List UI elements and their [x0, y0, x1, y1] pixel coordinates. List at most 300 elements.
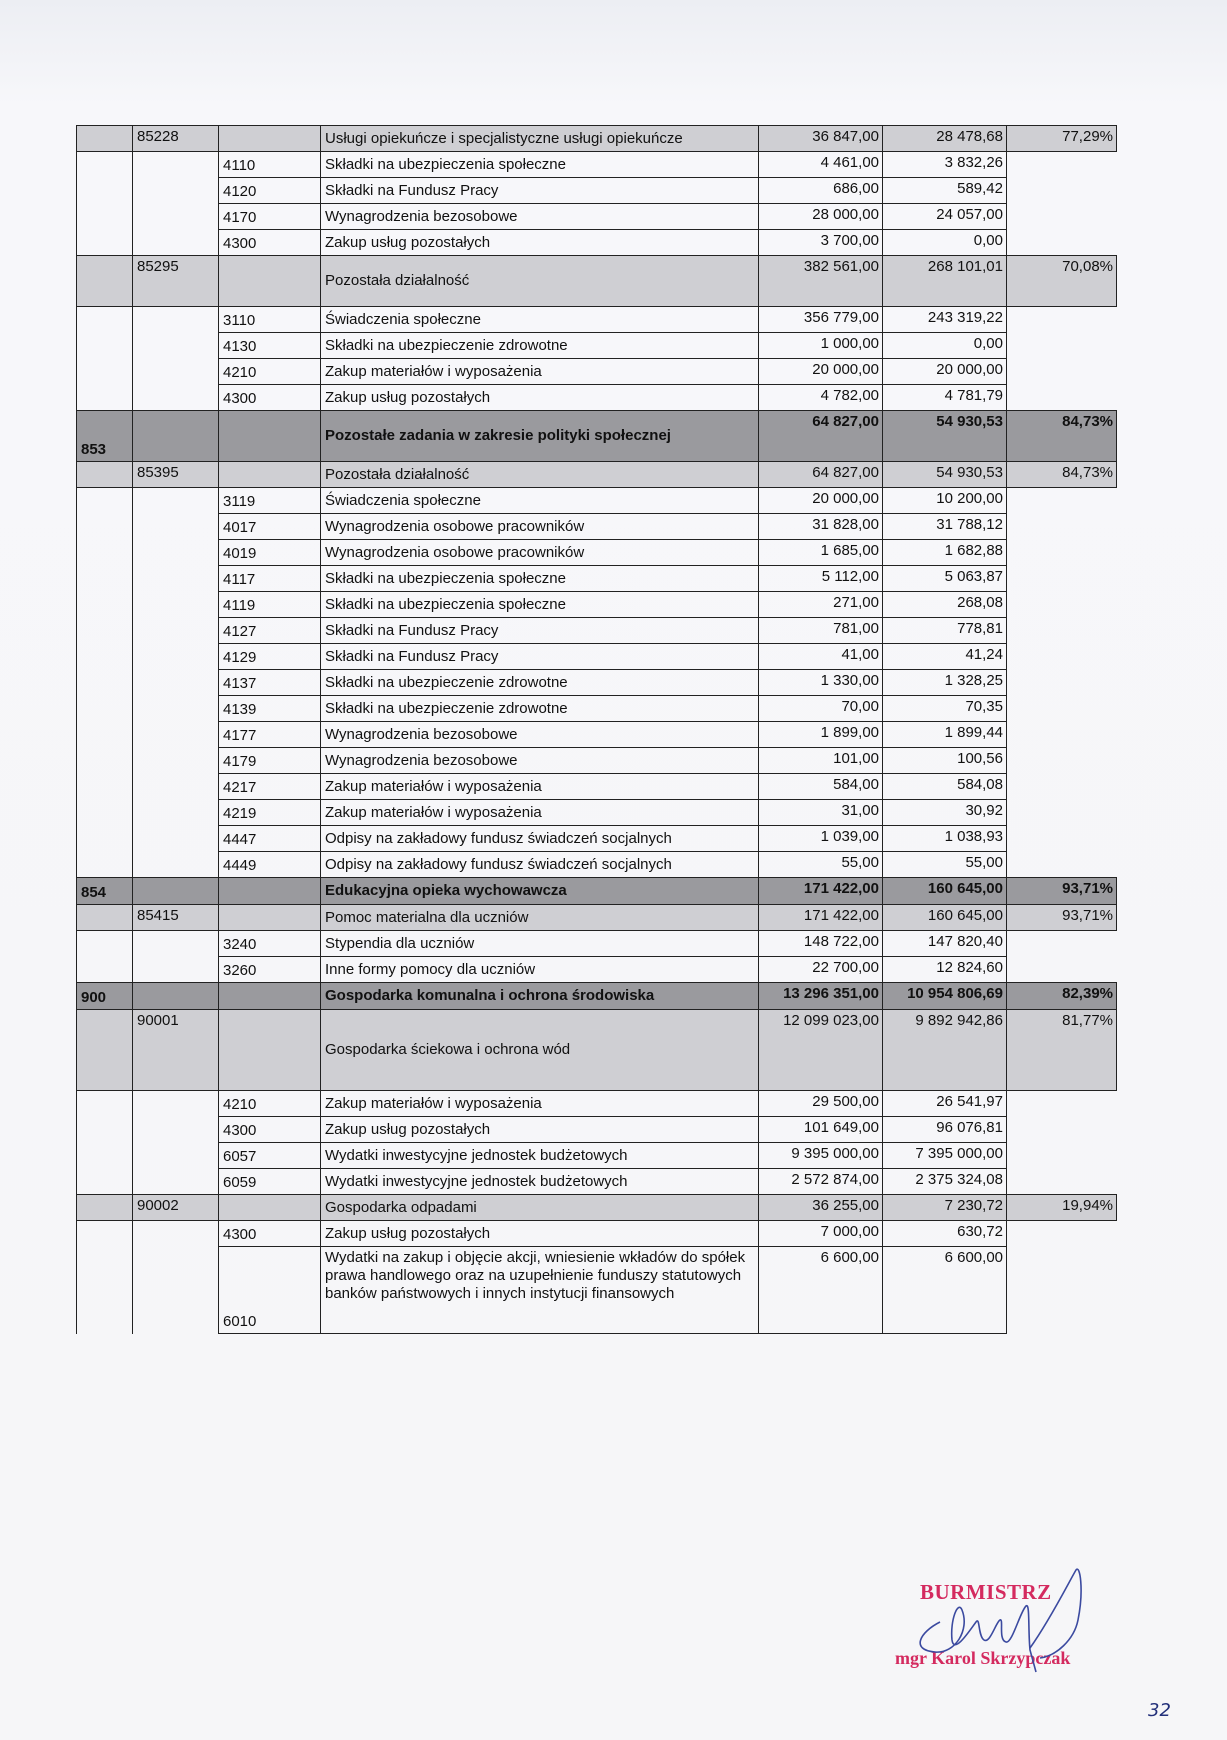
paragraf-cell: [219, 1010, 321, 1091]
dzial-cell: [77, 931, 133, 957]
table-row: [77, 957, 1117, 983]
description-cell: Świadczenia społeczne: [321, 307, 759, 333]
plan-amount-cell: 686,00: [759, 178, 883, 204]
execution-amount-cell: 268,08: [883, 592, 1007, 618]
paragraf-cell: 6010: [219, 1247, 321, 1334]
percent-cell: [1007, 178, 1117, 204]
plan-amount-cell: 7 000,00: [759, 1221, 883, 1247]
table-row: [77, 1169, 1117, 1195]
rozdzial-cell: [133, 333, 219, 359]
percent-cell: [1007, 774, 1117, 800]
plan-amount-cell: 3 700,00: [759, 230, 883, 256]
plan-amount-cell: 271,00: [759, 592, 883, 618]
rozdzial-cell: [133, 618, 219, 644]
plan-amount-cell: 101 649,00: [759, 1117, 883, 1143]
plan-amount-cell: 36 847,00: [759, 126, 883, 152]
description-cell: Pomoc materialna dla uczniów: [321, 905, 759, 931]
plan-amount-cell: 4 461,00: [759, 152, 883, 178]
paragraf-cell: [219, 256, 321, 307]
execution-amount-cell: 3 832,26: [883, 152, 1007, 178]
description-cell: Składki na ubezpieczenie zdrowotne: [321, 696, 759, 722]
rozdzial-cell: [133, 592, 219, 618]
execution-amount-cell: 12 824,60: [883, 957, 1007, 983]
plan-amount-cell: 1 685,00: [759, 540, 883, 566]
execution-amount-cell: 589,42: [883, 178, 1007, 204]
paragraf-cell: 4300: [219, 230, 321, 256]
description-cell: Wynagrodzenia bezosobowe: [321, 204, 759, 230]
paragraf-cell: [219, 905, 321, 931]
percent-cell: [1007, 722, 1117, 748]
description-cell: Zakup usług pozostałych: [321, 1117, 759, 1143]
plan-amount-cell: 6 600,00: [759, 1247, 883, 1334]
paragraf-cell: [219, 126, 321, 152]
execution-amount-cell: 2 375 324,08: [883, 1169, 1007, 1195]
paragraf-cell: 3240: [219, 931, 321, 957]
dzial-cell: [77, 722, 133, 748]
plan-amount-cell: 1 899,00: [759, 722, 883, 748]
rozdzial-cell: [133, 514, 219, 540]
rozdzial-cell: [133, 1247, 219, 1334]
description-cell: Zakup usług pozostałych: [321, 385, 759, 411]
stamp-name: mgr Karol Skrzypczak: [895, 1648, 1071, 1668]
dzial-cell: [77, 670, 133, 696]
table-row: [77, 1221, 1117, 1247]
paragraf-cell: 4447: [219, 826, 321, 852]
execution-amount-cell: 7 395 000,00: [883, 1143, 1007, 1169]
plan-amount-cell: 5 112,00: [759, 566, 883, 592]
rozdzial-cell: [133, 1117, 219, 1143]
paragraf-cell: 6057: [219, 1143, 321, 1169]
paragraf-cell: 4300: [219, 1221, 321, 1247]
execution-amount-cell: 5 063,87: [883, 566, 1007, 592]
percent-cell: 84,73%: [1007, 462, 1117, 488]
paragraf-cell: 4170: [219, 204, 321, 230]
percent-cell: [1007, 957, 1117, 983]
execution-amount-cell: 10 200,00: [883, 488, 1007, 514]
subsection-row: [77, 1010, 1117, 1091]
description-cell: Wynagrodzenia osobowe pracowników: [321, 514, 759, 540]
table-row: [77, 722, 1117, 748]
rozdzial-cell: 90001: [133, 1010, 219, 1091]
description-cell: Wynagrodzenia osobowe pracowników: [321, 540, 759, 566]
table-row: [77, 152, 1117, 178]
execution-amount-cell: 54 930,53: [883, 411, 1007, 462]
plan-amount-cell: 31,00: [759, 800, 883, 826]
execution-amount-cell: 31 788,12: [883, 514, 1007, 540]
plan-amount-cell: 1 039,00: [759, 826, 883, 852]
rozdzial-cell: [133, 878, 219, 905]
plan-amount-cell: 20 000,00: [759, 359, 883, 385]
dzial-cell: [77, 307, 133, 333]
paragraf-cell: 4127: [219, 618, 321, 644]
plan-amount-cell: 13 296 351,00: [759, 983, 883, 1010]
rozdzial-cell: [133, 774, 219, 800]
plan-amount-cell: 36 255,00: [759, 1195, 883, 1221]
paragraf-cell: 4449: [219, 852, 321, 878]
percent-cell: 93,71%: [1007, 905, 1117, 931]
description-cell: Pozostała działalność: [321, 256, 759, 307]
description-cell: Zakup usług pozostałych: [321, 1221, 759, 1247]
rozdzial-cell: [133, 540, 219, 566]
dzial-cell: [77, 126, 133, 152]
dzial-cell: [77, 644, 133, 670]
percent-cell: [1007, 800, 1117, 826]
plan-amount-cell: 382 561,00: [759, 256, 883, 307]
rozdzial-cell: [133, 230, 219, 256]
dzial-cell: [77, 957, 133, 983]
rozdzial-cell: [133, 204, 219, 230]
description-cell: Zakup materiałów i wyposażenia: [321, 1091, 759, 1117]
handwritten-signature: [880, 1560, 1120, 1680]
execution-amount-cell: 147 820,40: [883, 931, 1007, 957]
subsection-row: [77, 905, 1117, 931]
percent-cell: 82,39%: [1007, 983, 1117, 1010]
table-row: [77, 748, 1117, 774]
rozdzial-cell: [133, 644, 219, 670]
dzial-cell: [77, 1169, 133, 1195]
section-row: [77, 878, 1117, 905]
paragraf-cell: 3119: [219, 488, 321, 514]
budget-table-body: [77, 126, 1117, 1334]
dzial-cell: [77, 256, 133, 307]
rozdzial-cell: [133, 1169, 219, 1195]
rozdzial-cell: [133, 852, 219, 878]
description-cell: Odpisy na zakładowy fundusz świadczeń socjalnych: [321, 826, 759, 852]
percent-cell: [1007, 1117, 1117, 1143]
paragraf-cell: 4110: [219, 152, 321, 178]
rozdzial-cell: 85395: [133, 462, 219, 488]
execution-amount-cell: 4 781,79: [883, 385, 1007, 411]
execution-amount-cell: 54 930,53: [883, 462, 1007, 488]
table-row: [77, 1247, 1117, 1334]
percent-cell: 84,73%: [1007, 411, 1117, 462]
dzial-cell: [77, 204, 133, 230]
rozdzial-cell: [133, 826, 219, 852]
description-cell: Składki na ubezpieczenia społeczne: [321, 592, 759, 618]
dzial-cell: [77, 178, 133, 204]
percent-cell: [1007, 1143, 1117, 1169]
table-row: [77, 592, 1117, 618]
section-row: [77, 411, 1117, 462]
plan-amount-cell: 29 500,00: [759, 1091, 883, 1117]
dzial-cell: [77, 230, 133, 256]
dzial-cell: 900: [77, 983, 133, 1010]
dzial-cell: [77, 333, 133, 359]
execution-amount-cell: 70,35: [883, 696, 1007, 722]
section-row: [77, 983, 1117, 1010]
paragraf-cell: 4019: [219, 540, 321, 566]
dzial-cell: [77, 800, 133, 826]
paragraf-cell: 4217: [219, 774, 321, 800]
table-row: [77, 696, 1117, 722]
rozdzial-cell: [133, 931, 219, 957]
description-cell: Wydatki inwestycyjne jednostek budżetowych: [321, 1169, 759, 1195]
paragraf-cell: 3260: [219, 957, 321, 983]
description-cell: Gospodarka ściekowa i ochrona wód: [321, 1010, 759, 1091]
dzial-cell: [77, 540, 133, 566]
plan-amount-cell: 28 000,00: [759, 204, 883, 230]
table-row: [77, 618, 1117, 644]
description-cell: Składki na ubezpieczenia społeczne: [321, 152, 759, 178]
execution-amount-cell: 1 328,25: [883, 670, 1007, 696]
description-cell: Zakup materiałów i wyposażenia: [321, 800, 759, 826]
budget-table: [76, 125, 1117, 1334]
table-row: [77, 204, 1117, 230]
percent-cell: [1007, 566, 1117, 592]
rozdzial-cell: [133, 385, 219, 411]
description-cell: Gospodarka odpadami: [321, 1195, 759, 1221]
table-row: [77, 307, 1117, 333]
percent-cell: [1007, 618, 1117, 644]
percent-cell: [1007, 1221, 1117, 1247]
plan-amount-cell: 64 827,00: [759, 411, 883, 462]
rozdzial-cell: [133, 152, 219, 178]
table-row: [77, 1143, 1117, 1169]
table-row: [77, 852, 1117, 878]
paragraf-cell: [219, 983, 321, 1010]
rozdzial-cell: [133, 566, 219, 592]
paragraf-cell: 4179: [219, 748, 321, 774]
percent-cell: [1007, 152, 1117, 178]
paragraf-cell: [219, 878, 321, 905]
dzial-cell: [77, 514, 133, 540]
paragraf-cell: 3110: [219, 307, 321, 333]
percent-cell: [1007, 826, 1117, 852]
paragraf-cell: 4120: [219, 178, 321, 204]
subsection-row: [77, 1195, 1117, 1221]
percent-cell: [1007, 333, 1117, 359]
dzial-cell: [77, 1010, 133, 1091]
execution-amount-cell: 6 600,00: [883, 1247, 1007, 1334]
execution-amount-cell: 55,00: [883, 852, 1007, 878]
description-cell: Zakup materiałów i wyposażenia: [321, 359, 759, 385]
paragraf-cell: [219, 462, 321, 488]
execution-amount-cell: 584,08: [883, 774, 1007, 800]
rozdzial-cell: [133, 488, 219, 514]
dzial-cell: [77, 696, 133, 722]
table-row: [77, 931, 1117, 957]
rozdzial-cell: [133, 800, 219, 826]
dzial-cell: 853: [77, 411, 133, 462]
paragraf-cell: 4210: [219, 1091, 321, 1117]
table-row: [77, 1117, 1117, 1143]
dzial-cell: [77, 1117, 133, 1143]
paragraf-cell: 4139: [219, 696, 321, 722]
description-cell: Gospodarka komunalna i ochrona środowiska: [321, 983, 759, 1010]
rozdzial-cell: [133, 957, 219, 983]
table-row: [77, 826, 1117, 852]
dzial-cell: [77, 462, 133, 488]
percent-cell: [1007, 1091, 1117, 1117]
percent-cell: 77,29%: [1007, 126, 1117, 152]
table-row: [77, 514, 1117, 540]
description-cell: Składki na ubezpieczenie zdrowotne: [321, 333, 759, 359]
description-cell: Odpisy na zakładowy fundusz świadczeń socjalnych: [321, 852, 759, 878]
dzial-cell: [77, 1091, 133, 1117]
description-cell: Składki na ubezpieczenia społeczne: [321, 566, 759, 592]
percent-cell: [1007, 1247, 1117, 1334]
execution-amount-cell: 96 076,81: [883, 1117, 1007, 1143]
description-cell: Wydatki na zakup i objęcie akcji, wniesienie wkładów do spółek prawa handlowego oraz na uzupełnienie funduszy statutowych banków państwowych i innych instytucji finansowych: [321, 1247, 759, 1334]
percent-cell: [1007, 307, 1117, 333]
rozdzial-cell: [133, 1143, 219, 1169]
table-row: [77, 774, 1117, 800]
dzial-cell: [77, 905, 133, 931]
table-row: [77, 800, 1117, 826]
execution-amount-cell: 41,24: [883, 644, 1007, 670]
plan-amount-cell: 148 722,00: [759, 931, 883, 957]
table-row: [77, 359, 1117, 385]
subsection-row: [77, 126, 1117, 152]
plan-amount-cell: 9 395 000,00: [759, 1143, 883, 1169]
execution-amount-cell: 1 682,88: [883, 540, 1007, 566]
percent-cell: 70,08%: [1007, 256, 1117, 307]
table-row: [77, 488, 1117, 514]
paragraf-cell: [219, 1195, 321, 1221]
rozdzial-cell: [133, 307, 219, 333]
percent-cell: 81,77%: [1007, 1010, 1117, 1091]
percent-cell: [1007, 852, 1117, 878]
percent-cell: [1007, 696, 1117, 722]
percent-cell: 93,71%: [1007, 878, 1117, 905]
plan-amount-cell: 12 099 023,00: [759, 1010, 883, 1091]
paragraf-cell: 4129: [219, 644, 321, 670]
rozdzial-cell: [133, 696, 219, 722]
paragraf-cell: 4017: [219, 514, 321, 540]
execution-amount-cell: 24 057,00: [883, 204, 1007, 230]
percent-cell: [1007, 644, 1117, 670]
plan-amount-cell: 171 422,00: [759, 905, 883, 931]
rozdzial-cell: [133, 983, 219, 1010]
table-row: [77, 230, 1117, 256]
execution-amount-cell: 20 000,00: [883, 359, 1007, 385]
dzial-cell: [77, 1195, 133, 1221]
percent-cell: [1007, 931, 1117, 957]
execution-amount-cell: 630,72: [883, 1221, 1007, 1247]
table-row: [77, 540, 1117, 566]
plan-amount-cell: 41,00: [759, 644, 883, 670]
execution-amount-cell: 243 319,22: [883, 307, 1007, 333]
description-cell: Wynagrodzenia bezosobowe: [321, 722, 759, 748]
plan-amount-cell: 31 828,00: [759, 514, 883, 540]
description-cell: Zakup materiałów i wyposażenia: [321, 774, 759, 800]
percent-cell: [1007, 748, 1117, 774]
dzial-cell: [77, 1143, 133, 1169]
execution-amount-cell: 160 645,00: [883, 905, 1007, 931]
execution-amount-cell: 100,56: [883, 748, 1007, 774]
plan-amount-cell: 356 779,00: [759, 307, 883, 333]
percent-cell: [1007, 540, 1117, 566]
execution-amount-cell: 0,00: [883, 333, 1007, 359]
paragraf-cell: [219, 411, 321, 462]
plan-amount-cell: 64 827,00: [759, 462, 883, 488]
paragraf-cell: 4119: [219, 592, 321, 618]
dzial-cell: [77, 385, 133, 411]
stamp-title: BURMISTRZ: [920, 1580, 1052, 1604]
percent-cell: [1007, 204, 1117, 230]
paragraf-cell: 4300: [219, 385, 321, 411]
paragraf-cell: 4130: [219, 333, 321, 359]
plan-amount-cell: 101,00: [759, 748, 883, 774]
description-cell: Składki na Fundusz Pracy: [321, 644, 759, 670]
rozdzial-cell: 85415: [133, 905, 219, 931]
plan-amount-cell: 20 000,00: [759, 488, 883, 514]
description-cell: Wydatki inwestycyjne jednostek budżetowych: [321, 1143, 759, 1169]
plan-amount-cell: 171 422,00: [759, 878, 883, 905]
plan-amount-cell: 4 782,00: [759, 385, 883, 411]
table-row: [77, 385, 1117, 411]
description-cell: Usługi opiekuńcze i specjalistyczne usługi opiekuńcze: [321, 126, 759, 152]
dzial-cell: [77, 774, 133, 800]
dzial-cell: [77, 748, 133, 774]
page-number: 32: [1148, 1700, 1171, 1721]
rozdzial-cell: [133, 670, 219, 696]
execution-amount-cell: 26 541,97: [883, 1091, 1007, 1117]
description-cell: Edukacyjna opieka wychowawcza: [321, 878, 759, 905]
paragraf-cell: 4137: [219, 670, 321, 696]
execution-amount-cell: 0,00: [883, 230, 1007, 256]
percent-cell: [1007, 1169, 1117, 1195]
description-cell: Świadczenia społeczne: [321, 488, 759, 514]
dzial-cell: [77, 592, 133, 618]
paragraf-cell: 4210: [219, 359, 321, 385]
description-cell: Pozostała działalność: [321, 462, 759, 488]
dzial-cell: [77, 152, 133, 178]
paragraf-cell: 6059: [219, 1169, 321, 1195]
description-cell: Składki na ubezpieczenie zdrowotne: [321, 670, 759, 696]
execution-amount-cell: 1 899,44: [883, 722, 1007, 748]
percent-cell: [1007, 514, 1117, 540]
description-cell: Inne formy pomocy dla uczniów: [321, 957, 759, 983]
description-cell: Pozostałe zadania w zakresie polityki społecznej: [321, 411, 759, 462]
rozdzial-cell: [133, 411, 219, 462]
percent-cell: [1007, 592, 1117, 618]
dzial-cell: [77, 826, 133, 852]
description-cell: Stypendia dla uczniów: [321, 931, 759, 957]
description-cell: Składki na Fundusz Pracy: [321, 618, 759, 644]
rozdzial-cell: [133, 722, 219, 748]
rozdzial-cell: [133, 1091, 219, 1117]
plan-amount-cell: 55,00: [759, 852, 883, 878]
execution-amount-cell: 778,81: [883, 618, 1007, 644]
table-row: [77, 644, 1117, 670]
execution-amount-cell: 1 038,93: [883, 826, 1007, 852]
execution-amount-cell: 160 645,00: [883, 878, 1007, 905]
table-row: [77, 566, 1117, 592]
dzial-cell: [77, 1221, 133, 1247]
table-row: [77, 333, 1117, 359]
execution-amount-cell: 30,92: [883, 800, 1007, 826]
table-row: [77, 178, 1117, 204]
plan-amount-cell: 70,00: [759, 696, 883, 722]
plan-amount-cell: 22 700,00: [759, 957, 883, 983]
dzial-cell: [77, 1247, 133, 1334]
rozdzial-cell: [133, 359, 219, 385]
dzial-cell: [77, 488, 133, 514]
table-row: [77, 1091, 1117, 1117]
paragraf-cell: 4219: [219, 800, 321, 826]
description-cell: Zakup usług pozostałych: [321, 230, 759, 256]
percent-cell: [1007, 230, 1117, 256]
paragraf-cell: 4300: [219, 1117, 321, 1143]
percent-cell: 19,94%: [1007, 1195, 1117, 1221]
paragraf-cell: 4117: [219, 566, 321, 592]
percent-cell: [1007, 670, 1117, 696]
percent-cell: [1007, 359, 1117, 385]
execution-amount-cell: 268 101,01: [883, 256, 1007, 307]
rozdzial-cell: 90002: [133, 1195, 219, 1221]
dzial-cell: 854: [77, 878, 133, 905]
